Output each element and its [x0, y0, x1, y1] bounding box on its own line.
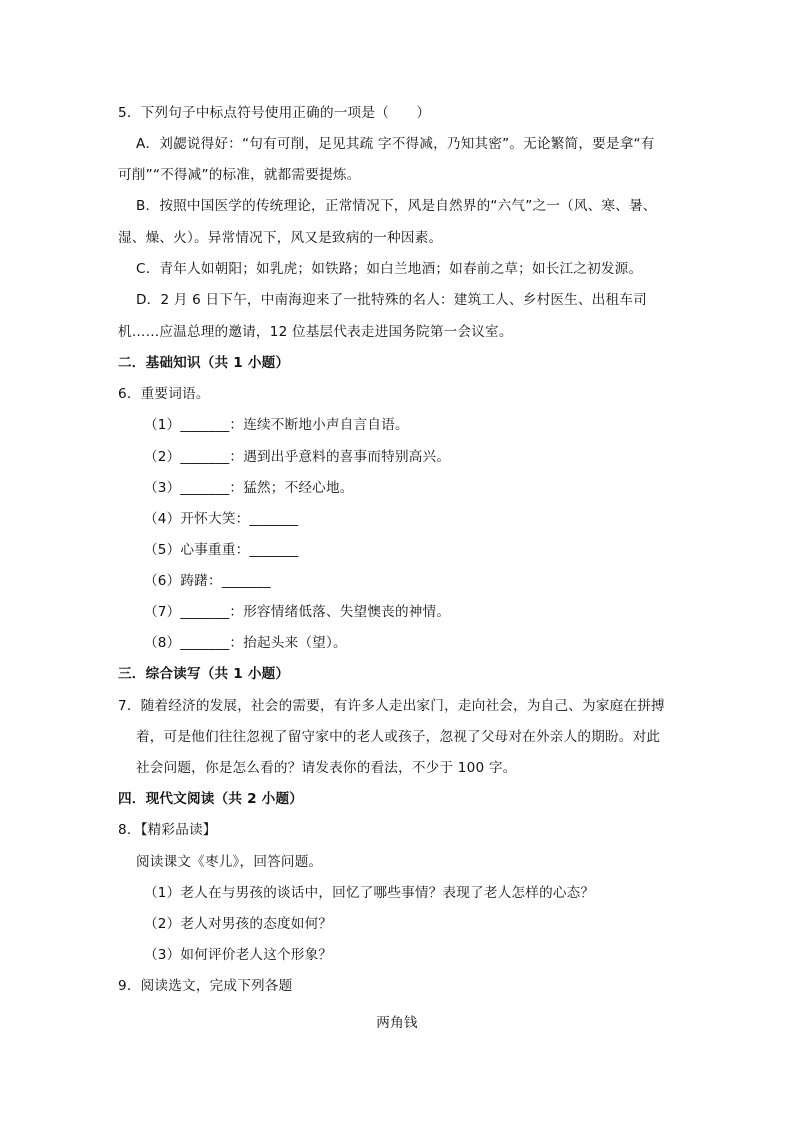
q5-option-d-cont: 机……应温总理的邀请，12 位基层代表走进国务院第一会议室。: [118, 324, 513, 340]
q6-item: （3）_______：猛然；不经心地。: [144, 480, 354, 496]
q5-option-d: D．2 月 6 日下午，中南海迎来了一批特殊的名人：建筑工人、乡村医生、出租车司: [136, 292, 647, 308]
q8-item: （2）老人对男孩的态度如何？: [144, 916, 333, 932]
q5-option-a: A．刘勰说得好：“句有可削，足见其疏 字不得减，乃知其密”。无论繁简，要是拿“有: [136, 136, 655, 152]
q5-option-b: B．按照中国医学的传统理论，正常情况下，风是自然界的“六气”之一（风、寒、暑、: [136, 198, 657, 214]
section-heading-modern-reading: 四．现代文阅读（共 2 小题）: [118, 791, 304, 807]
q6-item: （8）_______：抬起头来（望）。: [144, 635, 347, 651]
q8-item: （1）老人在与男孩的谈话中，回忆了哪些事情？表现了老人怎样的心态？: [144, 885, 595, 901]
q8-item: （3）如何评价老人这个形象？: [144, 947, 333, 963]
q6-stem: 6．重要词语。: [118, 386, 210, 402]
q6-item: （1）_______：连续不断地小声自言自语。: [144, 417, 409, 433]
q6-item: （2）_______：遇到出乎意料的喜事而特别高兴。: [144, 449, 451, 465]
q5-option-b-cont: 湿、燥、火）。异常情况下，风又是致病的一种因素。: [118, 230, 443, 246]
q6-item: （6）踌躇：_______: [144, 573, 271, 589]
q5-option-a-cont: 可削”“不得减”的标准，就都需要提炼。: [118, 167, 361, 183]
q6-item: （5）心事重重：_______: [144, 542, 299, 558]
q7-text-cont: 社会问题，你是怎么看的？请发表你的看法，不少于 100 字。: [136, 760, 517, 776]
q9-stem: 9．阅读选文，完成下列各题: [118, 978, 293, 994]
q5-stem: 5．下列句子中标点符号使用正确的一项是（ ）: [118, 105, 431, 121]
passage-title: 两角钱: [376, 1015, 418, 1031]
q6-item: （4）开怀大笑：_______: [144, 511, 299, 527]
q7-text-cont: 着，可是他们往往忽视了留守家中的老人或孩子，忽视了父母对在外亲人的期盼。对此: [136, 729, 661, 745]
q5-option-c: C．青年人如朝阳；如乳虎；如铁路；如白兰地酒；如春前之草；如长江之初发源。: [136, 261, 643, 277]
section-heading-basic-knowledge: 二．基础知识（共 1 小题）: [118, 355, 290, 371]
q7-text: 7．随着经济的发展，社会的需要，有许多人走出家门，走向社会，为自己、为家庭在拼搏: [118, 698, 665, 714]
q6-item: （7）_______：形容情绪低落、失望懊丧的神情。: [144, 604, 451, 620]
q8-intro: 阅读课文《枣儿》，回答问题。: [136, 854, 323, 870]
section-heading-integrated-reading-writing: 三．综合读写（共 1 小题）: [118, 666, 290, 682]
q8-stem: 8．【精彩品读】: [118, 822, 217, 838]
